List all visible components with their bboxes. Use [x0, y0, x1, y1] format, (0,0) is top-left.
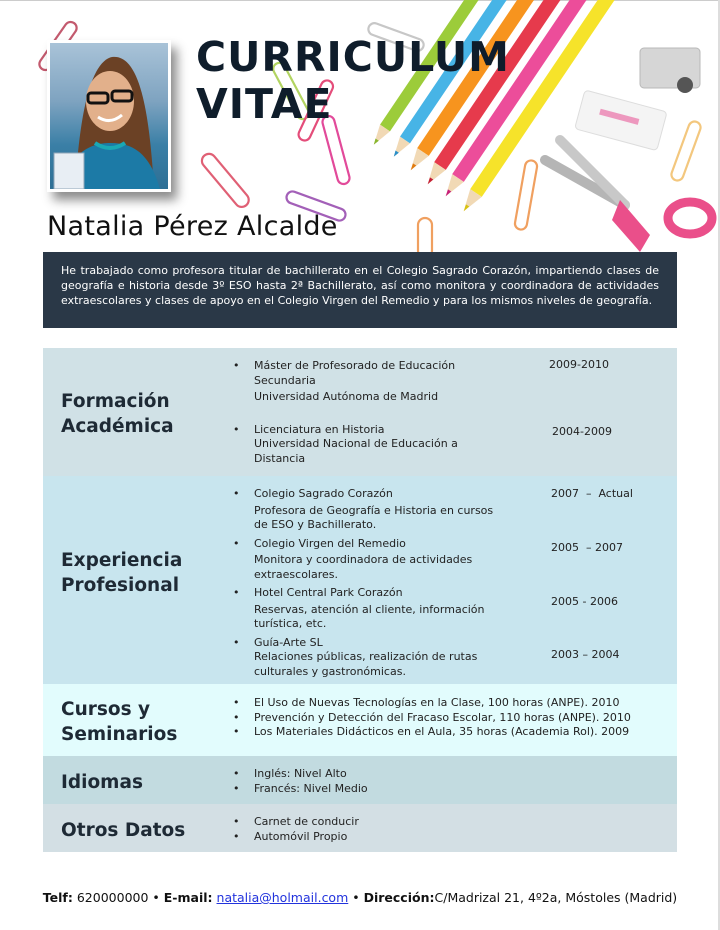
courses-list — [233, 696, 653, 740]
item-title: • Colegio Sagrado Corazón — [254, 487, 393, 500]
section-idiomas — [43, 756, 677, 804]
section-title: Idiomas — [61, 772, 143, 793]
education-list — [233, 359, 483, 466]
list-item: • Los Materiales Didácticos en el Aula, 35 horas (Academia Rol). 2009 — [233, 725, 653, 740]
candidate-name: Natalia Pérez Alcalde — [47, 211, 338, 242]
item-detail: Relaciones públicas, realización de rutas culturales y gastronómicas. — [254, 650, 478, 678]
profile-photo — [50, 43, 168, 189]
section-experiencia — [43, 476, 677, 684]
item-detail: Profesora de Geografía e Historia en cursos de ESO y Bachillerato. — [254, 503, 494, 531]
item-date: 2005 – 2007 — [551, 541, 623, 554]
item-detail: Monitora y coordinadora de actividades extraescolares. — [254, 553, 473, 581]
separator: • — [348, 890, 364, 905]
person-silhouette-icon — [50, 43, 168, 189]
section-title — [61, 389, 174, 439]
list-item: • Carnet de conducir — [233, 815, 533, 830]
item-date: 2005 - 2006 — [551, 595, 618, 608]
section-cursos — [43, 684, 677, 756]
item-date: 2009-2010 — [549, 358, 609, 371]
eraser-icon — [575, 90, 667, 151]
section-title-line: Profesional — [61, 575, 180, 596]
list-item — [233, 423, 483, 467]
section-title — [61, 697, 177, 747]
item-title: • Licenciatura en Historia — [254, 422, 385, 436]
list-item: • El Uso de Nuevas Tecnologías en la Clase, 100 horas (ANPE). 2010 — [233, 696, 653, 711]
item-detail: Universidad Autónoma de Madrid — [254, 390, 439, 403]
item-title: • Guía-Arte SL — [254, 635, 323, 649]
section-title-line: Cursos y — [61, 699, 151, 720]
item-detail: Universidad Nacional de Educación a Distancia — [254, 437, 458, 465]
item-date: 2004-2009 — [552, 425, 612, 438]
list-item: • Francés: Nivel Medio — [233, 782, 533, 797]
section-otros — [43, 804, 677, 852]
scissors-icon — [545, 140, 712, 252]
address-value: C/Madrizal 21, 4º2a, Móstoles (Madrid) — [434, 890, 678, 905]
item-date: 2007 – Actual — [551, 487, 633, 500]
sharpener-icon — [640, 48, 700, 93]
item-date: 2003 – 2004 — [551, 648, 620, 661]
section-title: Otros Datos — [61, 820, 186, 841]
languages-list — [233, 767, 533, 796]
separator: • — [148, 890, 164, 905]
section-formacion — [43, 348, 677, 476]
item-detail: Reservas, atención al cliente, información turística, etc. — [254, 602, 485, 630]
item-title: • Hotel Central Park Corazón — [254, 586, 403, 599]
section-title — [61, 548, 182, 598]
list-item: • Prevención y Detección del Fracaso Escolar, 110 horas (ANPE). 2010 — [233, 711, 653, 726]
section-title-line: Seminarios — [61, 724, 178, 745]
profile-photo-frame — [47, 40, 171, 192]
title-line-2: VITAE — [196, 80, 333, 128]
item-title: • Colegio Virgen del Remedio — [254, 536, 406, 550]
list-item — [233, 586, 498, 632]
section-title-line: Formación — [61, 391, 170, 412]
email-label: E-mail: — [163, 890, 213, 905]
section-title-line: Académica — [61, 416, 174, 437]
email-link[interactable]: natalia@holmail.com — [216, 890, 349, 905]
phone-label: Telf: — [42, 890, 73, 905]
list-item: • Inglés: Nivel Alto — [233, 767, 533, 782]
contact-footer — [0, 890, 720, 905]
address-label: Dirección: — [363, 890, 435, 905]
page-title — [196, 34, 510, 128]
list-item — [233, 537, 498, 583]
item-title: • Máster de Profesorado de Educación Secundaria — [254, 359, 456, 387]
section-title-line: Experiencia — [61, 550, 183, 571]
title-line-1: CURRICULUM — [196, 33, 510, 81]
list-item — [233, 636, 498, 680]
list-item — [233, 487, 498, 533]
profile-summary: He trabajado como profesora titular de bachillerato en el Colegio Sagrado Corazón, impartiendo clases de geografía e historia desde 3º ESO hasta 2ª Bachillerato, así como monitora y coordinadora de actividades extraescolares y clases de apoyo en el Colegio Virgen del Remedio y para los mismos niveles de geografía. — [43, 252, 677, 328]
other-data-list — [233, 815, 533, 844]
list-item: • Automóvil Propio — [233, 830, 533, 845]
list-item — [233, 359, 483, 405]
phone-value: 620000000 — [76, 890, 149, 905]
experience-list — [233, 487, 498, 679]
